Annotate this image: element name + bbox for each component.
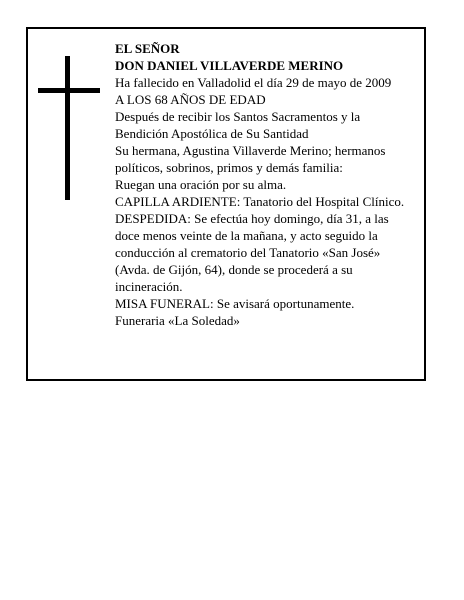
sacraments-line-1: Después de recibir los Santos Sacramentos y la — [115, 109, 361, 124]
chapel-line: CAPILLA ARDIENTE: Tanatorio del Hospital Clínico. — [115, 194, 405, 209]
farewell-line-4: (Avda. de Gijón, 64), donde se procederá a su — [115, 262, 353, 277]
deceased-name: DON DANIEL VILLAVERDE MERINO — [115, 58, 344, 73]
farewell-line-2: doce menos veinte de la mañana, y acto seguido la — [115, 228, 378, 243]
cross-icon — [38, 56, 100, 200]
family-line-2: políticos, sobrinos, primos y demás familia: — [115, 160, 343, 175]
farewell-line-5: incineración. — [115, 279, 183, 294]
funeral-mass-line: MISA FUNERAL: Se avisará oportunamente. — [115, 296, 355, 311]
farewell-line-1: DESPEDIDA: Se efectúa hoy domingo, día 31, a las — [115, 211, 389, 226]
prayer-line: Ruegan una oración por su alma. — [115, 177, 287, 192]
death-date-line: Ha fallecido en Valladolid el día 29 de mayo de 2009 — [115, 75, 392, 90]
notice-text — [115, 40, 420, 329]
notice-header: EL SEÑOR — [115, 41, 180, 56]
sacraments-line-2: Bendición Apostólica de Su Santidad — [115, 126, 309, 141]
cross-vertical-bar — [65, 56, 70, 200]
obituary-notice — [26, 27, 426, 381]
family-line-1: Su hermana, Agustina Villaverde Merino; hermanos — [115, 143, 386, 158]
funeral-home-line: Funeraria «La Soledad» — [115, 313, 240, 328]
cross-horizontal-bar — [38, 88, 100, 93]
age-line: A LOS 68 AÑOS DE EDAD — [115, 92, 266, 107]
farewell-line-3: conducción al crematorio del Tanatorio «San José» — [115, 245, 381, 260]
